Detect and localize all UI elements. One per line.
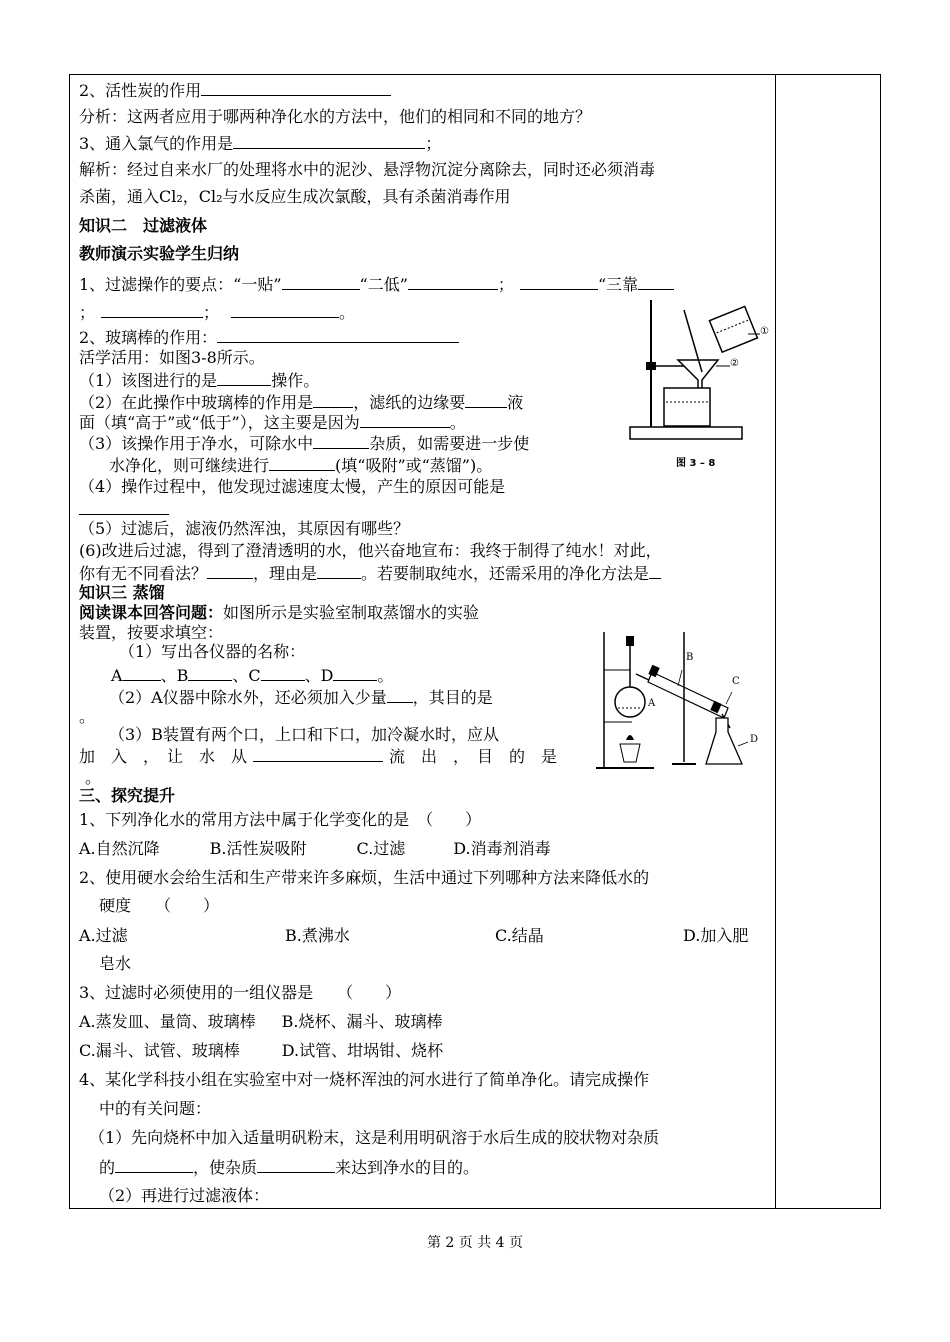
line-q5: （5）过滤后，滤液仍然浑浊，其原因有哪些？ <box>79 519 410 538</box>
line-q1: （1）该图进行的是 操作。 <box>79 371 320 390</box>
blank <box>201 80 391 96</box>
line-q6: (6)改进后过滤，得到了澄清透明的水，他兴奋地宣布：我终于制得了纯水！对此， <box>79 541 662 560</box>
line-mc3-ab: A.蒸发皿、量筒、玻璃棒 B.烧杯、漏斗、玻璃棒 <box>79 1012 443 1031</box>
blank <box>333 665 377 681</box>
line-mc2-opt-b: B.煮沸水 <box>285 926 350 945</box>
line-d1-answers: A 、B 、C 、D 。 <box>111 666 394 685</box>
blank <box>387 687 413 703</box>
line-q4-1-cont: 的 ，使杂质 来达到净水的目的。 <box>99 1158 480 1177</box>
distillation-figure: B A C D <box>592 622 768 774</box>
line-chlorine: 3、通入氯气的作用是 ； <box>79 134 442 153</box>
line-mc2: 2、使用硬水会给生活和生产带来许多麻烦，生活中通过下列哪种方法来降低水的 <box>79 868 650 887</box>
heading-knowledge-2: 知识二 过滤液体 <box>79 216 208 235</box>
line-d3: （3）B装置有两个口，上口和下口，加冷凝水时，应从 <box>109 725 499 744</box>
line-d3-end: 。 <box>85 768 102 787</box>
blank <box>257 1157 335 1173</box>
distillation-apparatus-drawing <box>592 622 768 774</box>
blank <box>638 274 674 290</box>
filtration-apparatus-drawing <box>626 292 774 442</box>
blank <box>253 746 383 762</box>
line-mc2-opt-c: C.结晶 <box>495 926 544 945</box>
blank <box>360 412 450 428</box>
line-q4-main-2: 中的有关问题： <box>99 1099 212 1118</box>
blank <box>408 274 498 290</box>
line-mc2-opt-d-cont: 皂水 <box>99 954 132 973</box>
blank <box>465 392 507 408</box>
heading-knowledge-3: 知识三 蒸馏 <box>79 583 165 602</box>
page-footer: 第 2 页 共 4 页 <box>426 1235 524 1251</box>
blank <box>313 433 369 449</box>
line-q3-cont: 水净化，则可继续进行 (填“吸附”或“蒸馏”)。 <box>109 456 493 475</box>
line-activated-carbon: 2、活性炭的作用 <box>79 80 391 101</box>
line-q4-1: （1）先向烧杯中加入适量明矾粉末，这是利用明矾溶于水后生成的胶状物对杂质 <box>89 1128 660 1147</box>
blank <box>233 133 425 149</box>
blank <box>79 499 169 515</box>
line-d2-end: 。 <box>79 707 96 726</box>
line-q2-cont: 面（填“高于”或“低于”），这主要是因为 。 <box>79 413 466 432</box>
blank <box>313 392 353 408</box>
line-d2: （2）A仪器中除水外，还必须加入少量 ，其目的是 <box>109 688 493 707</box>
blank <box>188 665 232 681</box>
blank <box>207 563 253 579</box>
line-mc3: 3、过滤时必须使用的一组仪器是 （ ） <box>79 983 402 1002</box>
line-explanation-2: 杀菌，通入Cl₂，Cl₂与水反应生成次氯酸，具有杀菌消毒作用 <box>79 187 511 206</box>
line-d3-cont: 加 入 ， 让 水 从 流 出 ， 目 的 是 <box>79 747 558 766</box>
figure-caption: 图 3 – 8 <box>676 458 716 469</box>
line-glass-rod: 2、玻璃棒的作用： <box>79 327 459 348</box>
blank <box>101 302 203 318</box>
filtration-figure: ① ② 图 3 – 8 <box>626 292 774 464</box>
line-filter-points-2: ； ； 。 <box>79 303 356 322</box>
line-q4-2: （2）再进行过滤液体： <box>99 1186 270 1205</box>
line-read-question: 阅读课本回答问题：如图所示是实验室制取蒸馏水的实验 <box>79 603 480 622</box>
line-mc1-options: A.自然沉降 B.活性炭吸附 C.过滤 D.消毒剂消毒 <box>79 839 551 858</box>
line-q3: （3）该操作用于净水，可除水中 杂质，如需要进一步使 <box>79 434 530 453</box>
line-mc1: 1、下列净化水的常用方法中属于化学变化的是 （ ） <box>79 810 482 829</box>
line-explanation-1: 解析：经过自来水厂的处理将水中的泥沙、悬浮物沉淀分离除去，同时还必须消毒 <box>79 160 656 179</box>
blank <box>261 665 305 681</box>
line-practice: 活学活用：如图3-8所示。 <box>79 348 265 367</box>
line-analysis: 分析：这两者应用于哪两种净化水的方法中，他们的相同和不同的地方？ <box>79 107 592 126</box>
line-q4: （4）操作过程中，他发现过滤速度太慢，产生的原因可能是 <box>79 477 506 496</box>
blank <box>649 563 661 579</box>
blank <box>115 1157 193 1173</box>
blank <box>123 665 161 681</box>
blank <box>317 563 361 579</box>
blank <box>282 274 360 290</box>
blank <box>217 370 271 386</box>
heading-teacher-demo: 教师演示实验学生归纳 <box>79 244 240 263</box>
blank <box>217 327 459 343</box>
blank <box>269 455 335 471</box>
line-mc3-cd: C.漏斗、试管、玻璃棒 D.试管、坩埚钳、烧杯 <box>79 1041 444 1060</box>
line-q4-main: 4、某化学科技小组在实验室中对一烧杯浑浊的河水进行了简单净化。请完成操作 <box>79 1070 650 1089</box>
line-mc2-opt-a: A.过滤 <box>79 926 128 945</box>
line-q6-cont: 你有无不同看法？ ，理由是 。若要制取纯水，还需采用的净化方法是 <box>79 563 661 584</box>
line-filter-points: 1、过滤操作的要点：“一贴” “二低” ； “三靠 <box>79 274 674 295</box>
table-column-divider <box>775 74 776 1209</box>
line-mc2-opt-d: D.加入肥 <box>683 926 749 945</box>
line-q2: （2）在此操作中玻璃棒的作用是 ，滤纸的边缘要 液 <box>79 393 524 412</box>
line-read-question-2: 装置，按要求填空： <box>79 623 224 642</box>
line-d1: （1）写出各仪器的名称： <box>119 642 306 661</box>
heading-section-3: 三、探究提升 <box>79 786 176 805</box>
line-mc2-cont: 硬度 （ ） <box>99 896 220 915</box>
blank <box>231 302 339 318</box>
blank <box>520 274 598 290</box>
